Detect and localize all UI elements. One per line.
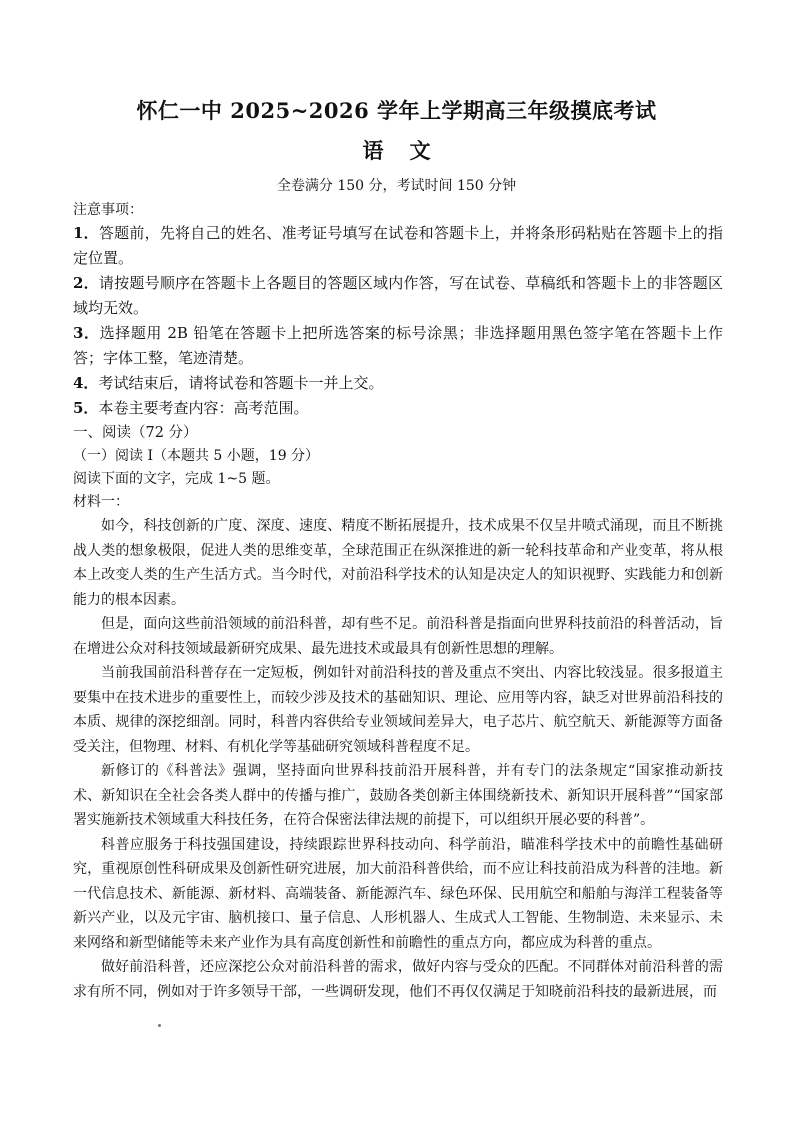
section-heading: 一、阅读（72 分）: [73, 425, 198, 441]
notice-heading: 注意事项：: [73, 202, 143, 218]
material-paragraph: 做好前沿科普，还应深挖公众对前沿科普的需求，做好内容与受众的匹配。不同群体对前沿科普的需求有所不同，例如对于许多领导干部，一些调研发现，他们不再仅仅满足于知晓前沿科技的最新进展，而: [73, 959, 723, 1000]
material-label: 材料一：: [73, 494, 129, 510]
material-paragraph: 新修订的《科普法》强调，坚持面向世界科技前沿开展科普，并有专门的法条规定“国家推动新技术、新知识在全社会各类人群中的传播与推广，鼓励各类创新主体围绕新技术、新知识开展科普”“国家部署实施新技术领域重大科技任务，在符合保密法律法规的前提下，可以组织开展必要的科普”。: [73, 763, 723, 828]
notice-item: [73, 321, 723, 371]
scan-speck: [158, 1024, 161, 1027]
subsection-heading: （一）阅读 I（本题共 5 小题，19 分）: [73, 448, 320, 464]
material-paragraph: 科普应服务于科技强国建设，持续跟踪世界科技动向、科学前沿，瞄准科学技术中的前瞻性基础研究，重视原创性科研成果及创新性研究进展，加大前沿科普供给，而不应让科技前沿成为科普的洼地。新一代信息技术、新能源、新材料、高端装备、新能源汽车、绿色环保、民用航空和船舶与海洋工程装备等新兴产业，以及元宇宙、脑机接口、量子信息、人形机器人、生成式人工智能、生物制造、未来显示、未来网络和新型储能等未来产业作为具有高度创新性和前瞻性的重点方向，都应成为科普的重点。: [73, 836, 723, 951]
notice-number: 5．: [73, 399, 99, 417]
exam-body: [73, 199, 723, 1004]
notice-number: 1．: [73, 224, 99, 242]
notice-item: [73, 271, 723, 321]
notice-list: [73, 221, 723, 421]
material-paragraph: 但是，面向这些前沿领域的前沿科普，却有些不足。前沿科普是指面向世界科技前沿的科普活动，旨在增进公众对科技领域最新研究成果、最先进技术或最具有创新性思想的理解。: [73, 616, 723, 657]
notice-number: 3．: [73, 324, 100, 342]
notice-text: 请按题号顺序在答题卡上各题目的答题区域内作答，写在试卷、草稿纸和答题卡上的非答题区域均无效。: [73, 274, 724, 317]
score-time-line: 全卷满分 150 分，考试时间 150 分钟: [276, 178, 517, 194]
subject-title: 语文: [362, 138, 457, 163]
notice-item: [73, 396, 723, 421]
material-paragraph: 当前我国前沿科普存在一定短板，例如针对前沿科技的普及重点不突出、内容比较浅显。很多报道主要集中在技术进步的重要性上，而较少涉及技术的基础知识、理论、应用等内容，缺乏对世界前沿科技的本质、规律的深挖细剖。同时，科普内容供给专业领域间差异大，电子芯片、航空航天、新能源等方面备受关注，但物理、材料、有机化学等基础研究领域科普程度不足。: [73, 665, 723, 755]
notice-item: [73, 371, 723, 396]
notice-number: 4．: [73, 374, 99, 392]
material-paragraph: 如今，科技创新的广度、深度、速度、精度不断拓展提升，技术成果不仅呈井喷式涌现，而且不断挑战人类的想象极限，促进人类的思维变革，全球范围正在纵深推进的新一轮科技革命和产业变革，将从根本上改变人类的生产生活方式。当今时代，对前沿科学技术的认知是决定人的知识视野、实践能力和创新能力的根本因素。: [73, 518, 723, 608]
notice-text: 选择题用 2B 铅笔在答题卡上把所选答案的标号涂黑；非选择题用黑色签字笔在答题卡上作答；字体工整，笔迹清楚。: [73, 324, 724, 367]
notice-number: 2．: [73, 274, 99, 292]
notice-item: [73, 221, 723, 271]
exam-title: 怀仁一中 2025~2026 学年上学期高三年级摸底考试: [136, 98, 657, 123]
notice-text: 答题前，先将自己的姓名、准考证号填写在试卷和答题卡上，并将条形码粘贴在答题卡上的指定位置。: [73, 224, 724, 267]
notice-text: 考试结束后，请将试卷和答题卡一并上交。: [98, 374, 384, 392]
reading-instruction: 阅读下面的文字，完成 1~5 题。: [73, 471, 280, 487]
notice-text: 本卷主要考查内容：高考范围。: [98, 399, 309, 417]
